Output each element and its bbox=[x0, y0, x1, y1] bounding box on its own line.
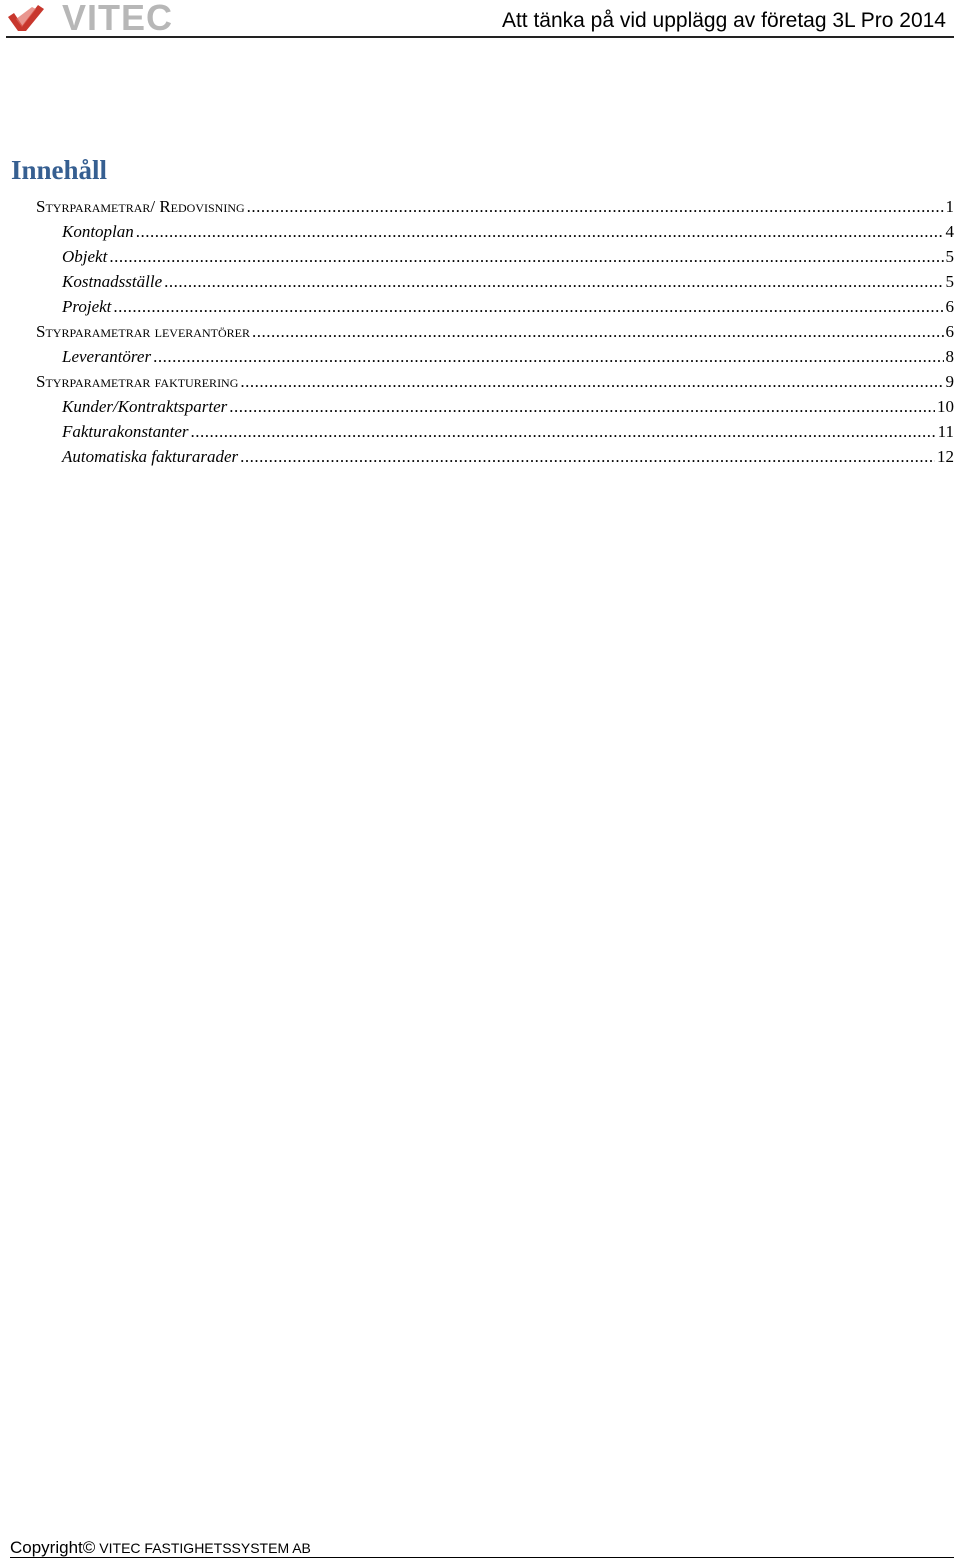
toc-entry-title: Styrparametrar/ Redovisning bbox=[36, 197, 245, 216]
vitec-check-mark-logo bbox=[4, 3, 46, 33]
toc-dot-leader bbox=[247, 194, 944, 219]
document-title: Att tänka på vid upplägg av företag 3L Pro 2014 bbox=[501, 9, 946, 32]
toc-page-number: 6 bbox=[945, 297, 954, 316]
toc-page-number: 12 bbox=[937, 447, 954, 466]
toc-entry[interactable] bbox=[0, 369, 960, 394]
toc-entry-title: Objekt bbox=[62, 247, 108, 266]
toc-entry[interactable] bbox=[0, 319, 960, 344]
toc-entry-title: Kunder/Kontraktsparter bbox=[62, 397, 228, 416]
toc-page-number: 9 bbox=[945, 372, 954, 391]
page-footer bbox=[10, 1538, 954, 1560]
toc-entry[interactable] bbox=[0, 269, 960, 294]
toc-page-number: 5 bbox=[945, 247, 954, 266]
toc-dot-leader bbox=[109, 244, 943, 269]
toc-dot-leader bbox=[164, 269, 943, 294]
toc-entry[interactable] bbox=[0, 244, 960, 269]
toc-dot-leader bbox=[191, 419, 936, 444]
company-name: VITEC FASTIGHETSSYSTEM AB bbox=[99, 1540, 311, 1556]
vitec-logo bbox=[4, 0, 174, 38]
table-of-contents bbox=[0, 194, 960, 469]
toc-dot-leader bbox=[240, 369, 943, 394]
toc-page-number: 1 bbox=[945, 197, 954, 216]
toc-entry-title: Kontoplan bbox=[62, 222, 134, 241]
toc-dot-leader bbox=[136, 219, 944, 244]
toc-entry[interactable] bbox=[0, 219, 960, 244]
page-header bbox=[0, 0, 960, 38]
toc-entry[interactable] bbox=[0, 419, 960, 444]
toc-entry[interactable] bbox=[0, 294, 960, 319]
toc-entry-title: Kostnadsställe bbox=[62, 272, 163, 291]
toc-page-number: 5 bbox=[945, 272, 954, 291]
toc-entry-title: Fakturakonstanter bbox=[62, 422, 189, 441]
toc-dot-leader bbox=[252, 319, 944, 344]
logo-wordmark: VITEC bbox=[62, 0, 174, 38]
toc-page-number: 6 bbox=[945, 322, 954, 341]
toc-entry-title: Leverantörer bbox=[62, 347, 152, 366]
toc-entry[interactable] bbox=[0, 394, 960, 419]
toc-page-number: 10 bbox=[937, 397, 954, 416]
toc-page-number: 11 bbox=[937, 422, 954, 441]
toc-entry-title: Automatiska fakturarader bbox=[62, 447, 239, 466]
toc-entry-title: Styrparametrar leverantörer bbox=[36, 322, 250, 341]
toc-entry[interactable] bbox=[0, 444, 960, 469]
toc-dot-leader bbox=[240, 444, 935, 469]
toc-entry-title: Styrparametrar fakturering bbox=[36, 372, 239, 391]
toc-dot-leader bbox=[153, 344, 943, 369]
toc-entry[interactable] bbox=[0, 344, 960, 369]
copyright-label: Copyright© bbox=[10, 1538, 96, 1557]
toc-entry[interactable] bbox=[0, 194, 960, 219]
toc-heading: Innehåll bbox=[11, 155, 108, 185]
toc-dot-leader bbox=[229, 394, 935, 419]
toc-entry-title: Projekt bbox=[62, 297, 112, 316]
footer-divider bbox=[10, 1557, 954, 1558]
toc-dot-leader bbox=[113, 294, 943, 319]
toc-page-number: 4 bbox=[945, 222, 954, 241]
toc-page-number: 8 bbox=[945, 347, 954, 366]
header-divider bbox=[6, 36, 954, 38]
